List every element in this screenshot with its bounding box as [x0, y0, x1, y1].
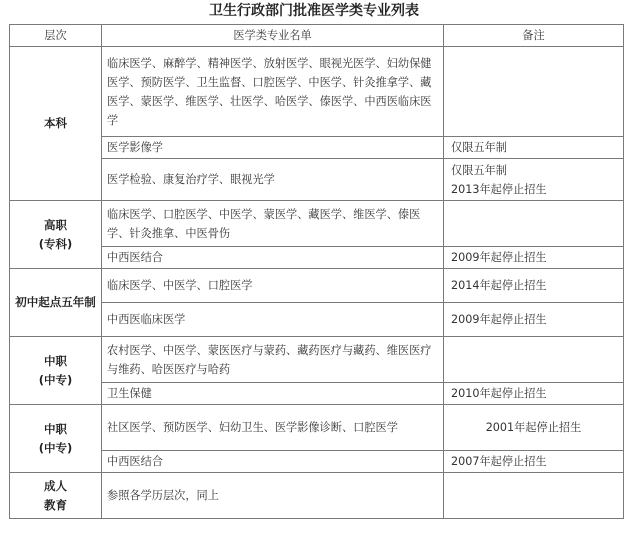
level-sublabel: (中专): [38, 372, 73, 387]
level-cell-wunianzhi: [10, 269, 102, 337]
majors-cell: 医学影像学: [102, 137, 444, 159]
level-sublabel: 教育: [44, 497, 67, 512]
majors-cell: 临床医学、中医学、口腔医学: [102, 269, 444, 303]
level-label: 中职: [44, 421, 67, 436]
table-row: [10, 405, 624, 451]
note-cell: 2001年起停止招生: [444, 405, 624, 451]
note-cell: 2009年起停止招生: [444, 303, 624, 337]
note-cell: [444, 473, 624, 519]
table-row: [10, 473, 624, 519]
level-cell-gaozhi: [10, 201, 102, 269]
note-cell: [444, 47, 624, 137]
table-row: [10, 337, 624, 383]
level-cell-zhongzhi-2: [10, 405, 102, 473]
header-note: 备注: [444, 25, 624, 47]
level-cell-benke: [10, 47, 102, 201]
majors-cell: 医学检验、康复治疗学、眼视光学: [102, 159, 444, 201]
level-cell-chengren: [10, 473, 102, 519]
majors-table: [9, 24, 624, 519]
majors-cell: 卫生保健: [102, 383, 444, 405]
table-row: [10, 383, 624, 405]
page-title: 卫生行政部门批准医学类专业列表: [209, 3, 419, 19]
note-cell: [444, 159, 624, 201]
majors-cell: 中西医结合: [102, 451, 444, 473]
level-label: 中职: [44, 353, 67, 368]
majors-cell: 农村医学、中医学、蒙医医疗与蒙药、藏药医疗与藏药、维医医疗与维药、哈医医疗与哈药: [102, 337, 444, 383]
table-row: [10, 247, 624, 269]
note-cell: [444, 337, 624, 383]
majors-cell: 中西医结合: [102, 247, 444, 269]
level-label: 成人: [44, 478, 67, 493]
majors-cell: 临床医学、麻醉学、精神医学、放射医学、眼视光医学、妇幼保健医学、预防医学、卫生监督、口腔医学、中医学、针灸推拿学、藏医学、蒙医学、维医学、壮医学、哈医学、傣医学、中西医临床医学: [102, 47, 444, 137]
table-row: [10, 269, 624, 303]
level-sublabel: (专科): [38, 236, 73, 251]
note-cell: 2014年起停止招生: [444, 269, 624, 303]
note-cell: 2010年起停止招生: [444, 383, 624, 405]
table-row: [10, 451, 624, 473]
level-cell-zhongzhi-1: [10, 337, 102, 405]
majors-cell: 临床医学、口腔医学、中医学、蒙医学、藏医学、维医学、傣医学、针灸推拿、中医骨伤: [102, 201, 444, 247]
majors-cell: 社区医学、预防医学、妇幼卫生、医学影像诊断、口腔医学: [102, 405, 444, 451]
note-cell: 仅限五年制: [444, 137, 624, 159]
table-row: [10, 201, 624, 247]
level-sublabel: (中专): [38, 440, 73, 455]
note-cell: [444, 201, 624, 247]
level-label: 高职: [44, 217, 67, 232]
table-row: [10, 303, 624, 337]
majors-cell: 参照各学历层次，同上: [102, 473, 444, 519]
level-label: 初中起点五年制: [15, 295, 96, 309]
note-cell: 2007年起停止招生: [444, 451, 624, 473]
header-level: 层次: [10, 25, 102, 47]
table-header-row: [10, 25, 624, 47]
table-row: [10, 159, 624, 201]
note-line: 仅限五年制: [451, 163, 507, 177]
header-majors: 医学类专业名单: [102, 25, 444, 47]
majors-cell: 中西医临床医学: [102, 303, 444, 337]
table-row: [10, 47, 624, 137]
level-label: 本科: [44, 116, 67, 130]
table-row: [10, 137, 624, 159]
note-cell: 2009年起停止招生: [444, 247, 624, 269]
note-line: 2013年起停止招生: [451, 182, 547, 196]
